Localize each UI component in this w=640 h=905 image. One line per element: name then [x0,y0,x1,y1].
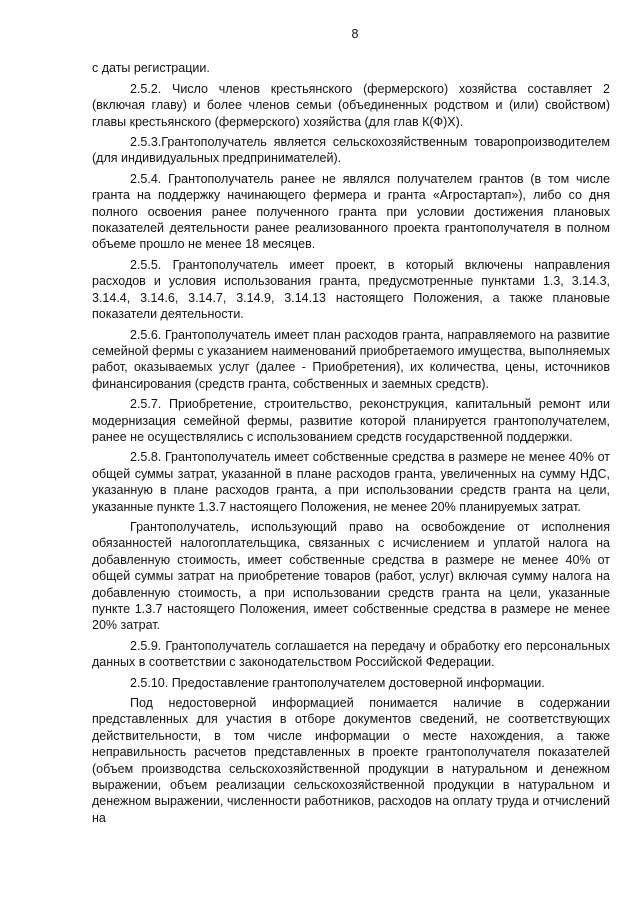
paragraph-2-5-6: 2.5.6. Грантополучатель имеет план расходов гранта, направляемого на развитие семейной фермы с указанием наименований приобретаемого имущества, выполняемых работ, оказываемых услуг (далее - Приобретения), их количества, цены, источников финансирования (средств гранта, собственных и заемных средств). [92,327,610,391]
page-number: 8 [351,27,359,41]
paragraph-2-5-8-vat-exemption: Грантополучатель, использующий право на освобождение от исполнения обязанностей налогоплательщика, связанных с исчислением и уплатой налога на добавленную стоимость, имеет собственные средства в размере не менее 40% от общей суммы затрат на приобретение товаров (работ, услуг) включая сумму налога на добавленную стоимость, а при использовании средств гранта на цели, указанные пункте 1.3.7 настоящего Положения, имеет собственные средства в размере не менее 20% затрат. [92,519,610,633]
paragraph-unreliable-info-definition: Под недостоверной информацией понимается наличие в содержании представленных для участия в отборе документов сведений, не соответствующих действительности, в том числе информации о месте нахождения, а также неправильность расчетов представленных в проекте грантополучателя показателей (объем производства сельскохозяйственной продукции в натуральном и денежном выражении, объем реализации сельскохозяйственной продукции в натуральном и денежном выражении, численности работников, расходов на оплату труда и отчислений на [92,696,610,825]
paragraph-2-5-8: 2.5.8. Грантополучатель имеет собственные средства в размере не менее 40% от общей суммы затрат, указанной в плане расходов гранта, увеличенных на сумму НДС, указанную в плане расходов гранта, а при использовании средств гранта на цели, указанные пункте 1.3.7 настоящего Положения, не менее 20% планируемых затрат. [92,450,610,514]
document-page [92,26,610,830]
paragraph-2-5-4: 2.5.4. Грантополучатель ранее не являлся получателем грантов (в том числе гранта на поддержку начинающего фермера и гранта «Агростартап»), либо со дня полного освоения ранее полученного гранта при условии достижения плановых показателей деятельности ранее реализованного проекта грантополучателя в полном объеме прошло не менее 18 месяцев. [92,171,610,252]
paragraph-2-5-10: 2.5.10. Предоставление грантополучателем достоверной информации. [130,675,545,690]
paragraph-continuation: с даты регистрации. [92,61,210,76]
paragraph-2-5-9: 2.5.9. Грантополучатель соглашается на передачу и обработку его персональных данных в соответствии с законодательством Российской Федерации. [92,638,610,670]
paragraph-2-5-5: 2.5.5. Грантополучатель имеет проект, в который включены направления расходов и условия использования гранта, предусмотренные пунктами 1.3, 3.14.3, 3.14.4, 3.14.6, 3.14.7, 3.14.9, 3.14.13 настоящего Положения, а также плановые показатели деятельности. [92,257,610,322]
paragraph-2-5-3: 2.5.3.Грантополучатель является сельскохозяйственным товаропроизводителем (для индивидуальных предпринимателей). [92,135,610,166]
paragraph-2-5-7: 2.5.7. Приобретение, строительство, реконструкция, капитальный ремонт или модернизация семейной фермы, развитие которой планируется грантополучателем, ранее не осуществлялись с использованием средств государственной поддержки. [92,397,610,444]
paragraph-2-5-2: 2.5.2. Число членов крестьянского (фермерского) хозяйства составляет 2 (включая главу) и более членов семьи (объединенных родством и (или) свойством) главы крестьянского (фермерского) хозяйства (для глав К(Ф)Х). [92,81,610,129]
